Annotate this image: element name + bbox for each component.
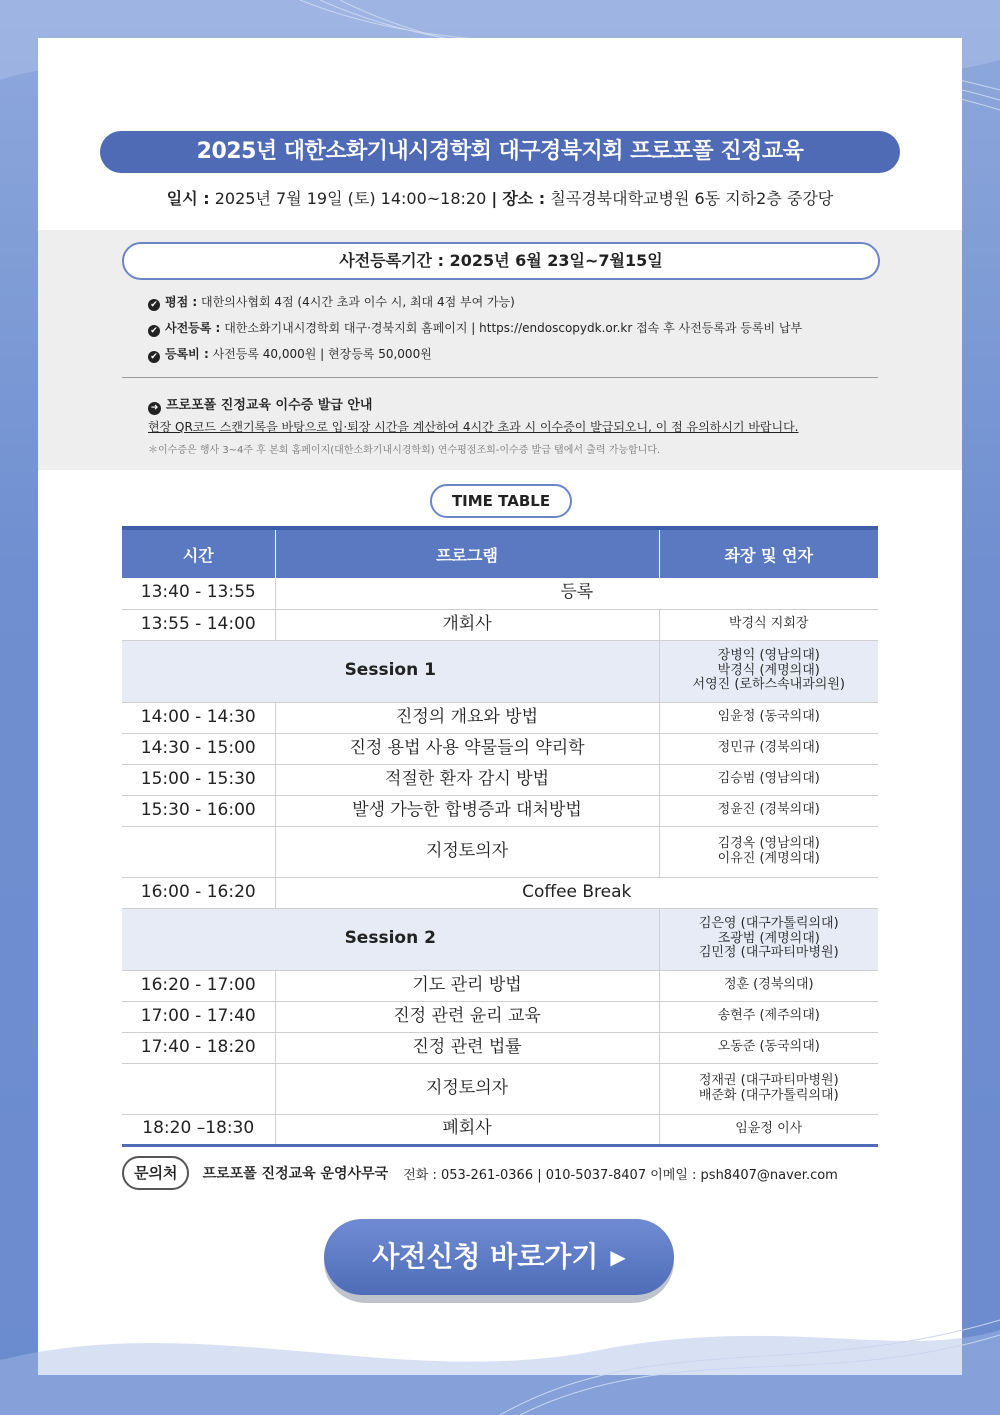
time-cell: 13:40 - 13:55 bbox=[122, 578, 275, 609]
program-cell: 등록 bbox=[275, 578, 878, 609]
place-label: 장소 : bbox=[502, 189, 546, 208]
info-label: 등록비 : bbox=[165, 347, 209, 361]
contact-tag: 문의처 bbox=[122, 1156, 189, 1190]
info-label: 사전등록 : bbox=[165, 321, 221, 335]
session-title: Session 1 bbox=[122, 640, 659, 702]
info-value: 대한의사협회 4점 (4시간 초과 이수 시, 최대 4점 부여 가능) bbox=[201, 295, 515, 309]
table-row bbox=[122, 702, 878, 733]
play-arrow-icon: ▶ bbox=[610, 1245, 626, 1269]
check-icon: ✔ bbox=[148, 325, 160, 337]
place-value: 칠곡경북대학교병원 6동 지하2층 중강당 bbox=[550, 189, 834, 208]
program-cell: 폐회사 bbox=[275, 1114, 659, 1145]
program-cell: 지정토의자 bbox=[275, 826, 659, 877]
program-cell: 진정의 개요와 방법 bbox=[275, 702, 659, 733]
info-value[interactable]: 대한소화기내시경학회 대구·경북지회 홈페이지 | https://endoscopydk.or.kr 접속 후 사전등록과 등록비 납부 bbox=[224, 321, 803, 335]
time-cell: 13:55 - 14:00 bbox=[122, 609, 275, 640]
speaker-cell: 정윤진 (경북의대) bbox=[659, 795, 878, 826]
speaker-cell: 박경식 지회장 bbox=[659, 609, 878, 640]
speaker-cell: 송현주 (제주의대) bbox=[659, 1001, 878, 1032]
table-row bbox=[122, 877, 878, 908]
registration-period: 사전등록기간 : 2025년 6월 23일~7월15일 bbox=[122, 242, 880, 280]
time-cell: 18:20 –18:30 bbox=[122, 1114, 275, 1145]
table-row bbox=[122, 733, 878, 764]
program-cell: 진정 관련 윤리 교육 bbox=[275, 1001, 659, 1032]
table-header-row bbox=[122, 528, 878, 578]
certificate-notice-note: ＊이수증은 행사 3~4주 후 본회 홈페이지(대한소화기내시경학회) 연수평점조회-이수증 발급 탭에서 출력 가능합니다. bbox=[148, 445, 661, 456]
time-cell: 17:00 - 17:40 bbox=[122, 1001, 275, 1032]
timetable bbox=[122, 526, 878, 1147]
timetable-label: TIME TABLE bbox=[430, 484, 572, 518]
program-cell: 발생 가능한 합병증과 대처방법 bbox=[275, 795, 659, 826]
info-credit bbox=[148, 293, 515, 311]
speaker-cell: 임윤정 이사 bbox=[659, 1114, 878, 1145]
time-cell: 14:00 - 14:30 bbox=[122, 702, 275, 733]
header-program: 프로그램 bbox=[275, 528, 659, 578]
contact-phone-email[interactable]: 전화 : 053-261-0366 | 010-5037-8407 이메일 : psh8407@naver.com bbox=[403, 1167, 838, 1183]
speaker-cell: 정재권 (대구파티마병원) 배준화 (대구가톨릭의대) bbox=[659, 1063, 878, 1114]
schedule-divider: | bbox=[491, 189, 498, 208]
speaker-cell: 정민규 (경북의대) bbox=[659, 733, 878, 764]
time-cell: 15:00 - 15:30 bbox=[122, 764, 275, 795]
info-preregistration bbox=[148, 319, 802, 337]
time-cell: 16:00 - 16:20 bbox=[122, 877, 275, 908]
program-cell: 적절한 환자 감시 방법 bbox=[275, 764, 659, 795]
info-fee bbox=[148, 345, 432, 363]
header-speaker: 좌장 및 연자 bbox=[659, 528, 878, 578]
speaker-cell: 김경옥 (영남의대) 이유진 (계명의대) bbox=[659, 826, 878, 877]
program-cell: 진정 관련 법률 bbox=[275, 1032, 659, 1063]
table-row bbox=[122, 908, 878, 970]
page-title: 2025년 대한소화기내시경학회 대구경북지회 프로포폴 진정교육 bbox=[100, 131, 900, 173]
notice-title-text: 프로포폴 진정교육 이수증 발급 안내 bbox=[166, 398, 373, 413]
time-cell: 17:40 - 18:20 bbox=[122, 1032, 275, 1063]
speaker-cell: 정훈 (경북의대) bbox=[659, 970, 878, 1001]
arrow-right-icon: ➜ bbox=[148, 402, 161, 415]
table-row bbox=[122, 578, 878, 609]
program-cell: 개회사 bbox=[275, 609, 659, 640]
speaker-cell: 김승범 (영남의대) bbox=[659, 764, 878, 795]
table-row bbox=[122, 795, 878, 826]
program-cell: Coffee Break bbox=[275, 877, 878, 908]
table-row bbox=[122, 1032, 878, 1063]
table-row bbox=[122, 609, 878, 640]
header-time: 시간 bbox=[122, 528, 275, 578]
poster-card bbox=[38, 38, 962, 1375]
table-row bbox=[122, 970, 878, 1001]
info-label: 평점 : bbox=[165, 295, 198, 309]
table-row bbox=[122, 1114, 878, 1145]
session-title: Session 2 bbox=[122, 908, 659, 970]
time-cell: 14:30 - 15:00 bbox=[122, 733, 275, 764]
contact-info bbox=[122, 1156, 878, 1192]
divider bbox=[122, 377, 878, 378]
table-row bbox=[122, 1063, 878, 1114]
time-cell bbox=[122, 1063, 275, 1114]
program-cell: 진정 용법 사용 약물들의 약리학 bbox=[275, 733, 659, 764]
date-label: 일시 : bbox=[166, 189, 210, 208]
preregister-button-label: 사전신청 바로가기 bbox=[372, 1240, 599, 1273]
program-cell: 기도 관리 방법 bbox=[275, 970, 659, 1001]
date-value: 2025년 7월 19일 (토) 14:00~18:20 bbox=[214, 189, 487, 208]
contact-org: 프로포폴 진정교육 운영사무국 bbox=[202, 1166, 389, 1182]
program-cell: 지정토의자 bbox=[275, 1063, 659, 1114]
preregister-button[interactable] bbox=[324, 1219, 674, 1295]
speaker-cell: 임윤정 (동국의대) bbox=[659, 702, 878, 733]
check-icon: ✔ bbox=[148, 351, 160, 363]
certificate-notice-body: 현장 QR코드 스캔기록을 바탕으로 입·퇴장 시간을 계산하여 4시간 초과 시 이수증이 발급되오니, 이 점 유의하시기 바랍니다. bbox=[148, 420, 799, 434]
registration-section bbox=[38, 230, 962, 470]
info-value: 사전등록 40,000원 | 현장등록 50,000원 bbox=[212, 347, 432, 361]
speaker-cell: 장병익 (영남의대) 박경식 (계명의대) 서영진 (로하스속내과의원) bbox=[659, 640, 878, 702]
certificate-notice-title bbox=[148, 394, 372, 415]
time-cell bbox=[122, 826, 275, 877]
table-row bbox=[122, 764, 878, 795]
time-cell: 15:30 - 16:00 bbox=[122, 795, 275, 826]
schedule-line bbox=[38, 186, 962, 209]
speaker-cell: 김은영 (대구가톨릭의대) 조광범 (계명의대) 김민정 (대구파티마병원) bbox=[659, 908, 878, 970]
table-row bbox=[122, 1001, 878, 1032]
check-icon: ✔ bbox=[148, 299, 160, 311]
cta-button-shadow bbox=[324, 1219, 674, 1303]
time-cell: 16:20 - 17:00 bbox=[122, 970, 275, 1001]
table-row bbox=[122, 640, 878, 702]
table-row bbox=[122, 826, 878, 877]
speaker-cell: 오동준 (동국의대) bbox=[659, 1032, 878, 1063]
